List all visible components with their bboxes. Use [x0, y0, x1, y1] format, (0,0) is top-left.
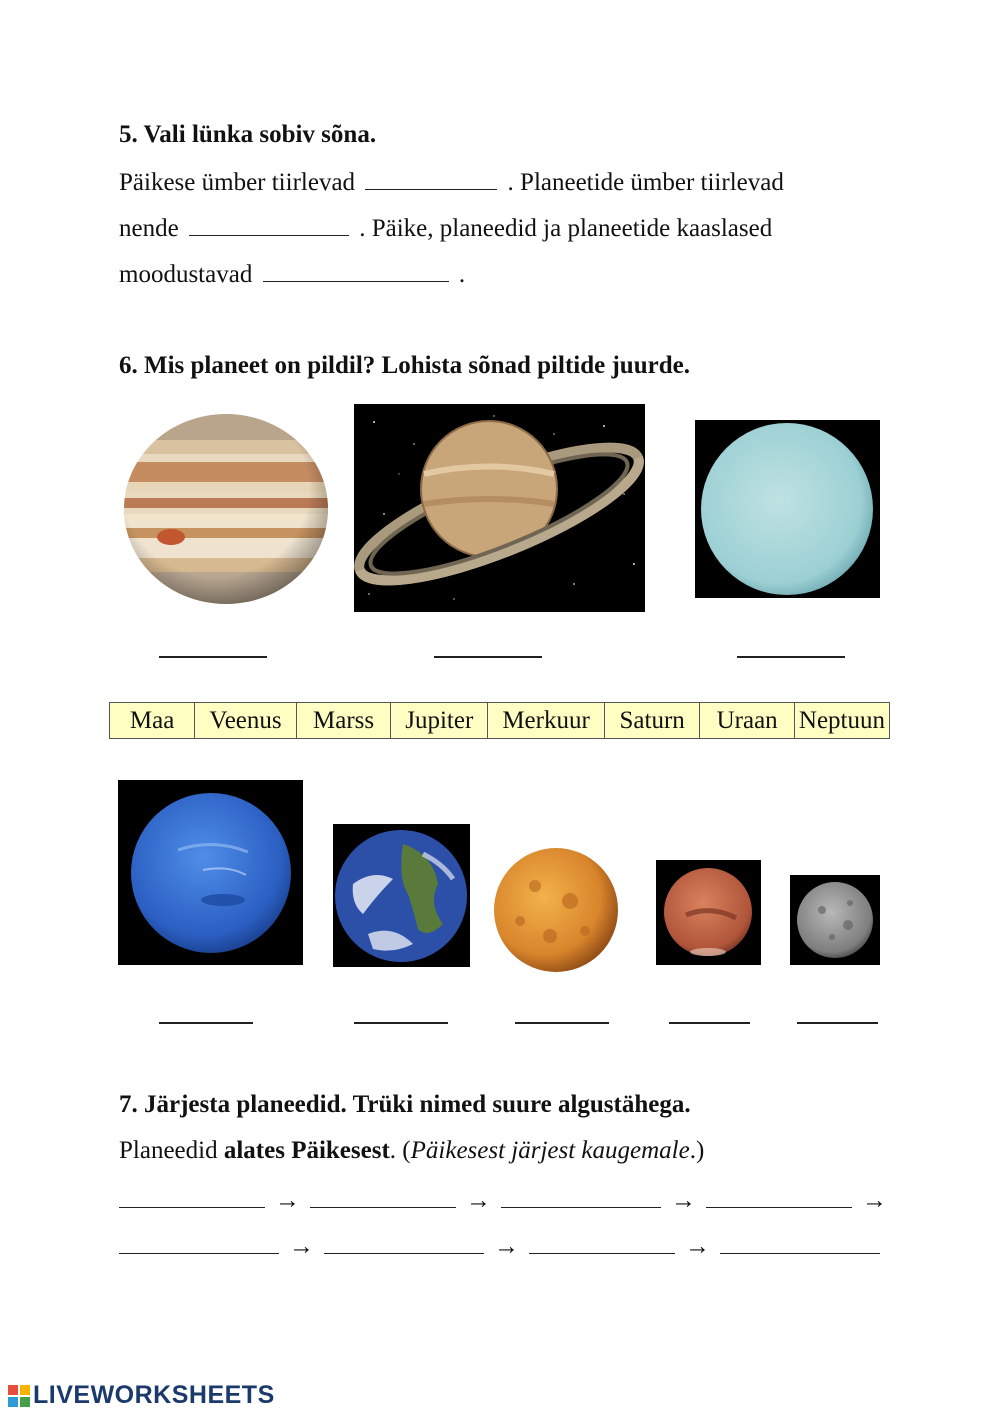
answer-line-jupiter[interactable] — [159, 656, 267, 658]
q5-blank-2[interactable] — [189, 213, 349, 236]
earth-image — [333, 824, 470, 967]
word-bank-item[interactable]: Maa — [110, 703, 195, 739]
q5-text: Päikese ümber tiirlevad — [119, 169, 356, 196]
q7-intro-bold: alates Päikesest — [223, 1137, 390, 1164]
arrow-icon: → — [862, 1187, 887, 1214]
venus-icon — [490, 846, 622, 974]
arrow-icon: → — [466, 1187, 491, 1214]
q7-intro — [119, 1137, 704, 1165]
answer-line-mercury[interactable] — [797, 1022, 878, 1024]
q5-text: . Planeetide ümber tiirlevad — [507, 169, 784, 196]
saturn-icon — [354, 404, 645, 612]
q7-order-row-1 — [119, 1185, 893, 1215]
word-bank-item[interactable]: Merkuur — [488, 703, 605, 739]
q5-line-3 — [119, 259, 465, 289]
q5-title: 5. Vali lünka sobiv sõna. — [119, 121, 377, 148]
earth-icon — [333, 824, 470, 967]
word-bank-item[interactable]: Marss — [296, 703, 390, 739]
q5-line-2 — [119, 213, 772, 243]
word-bank-item[interactable]: Uraan — [700, 703, 795, 739]
answer-line-venus[interactable] — [515, 1022, 609, 1024]
mercury-image — [790, 875, 880, 965]
order-blank-3[interactable] — [501, 1185, 661, 1208]
answer-line-mars[interactable] — [669, 1022, 750, 1024]
arrow-icon: → — [494, 1233, 519, 1260]
q7-intro-text: . ( — [389, 1137, 411, 1164]
order-blank-6[interactable] — [324, 1231, 484, 1254]
uranus-icon — [695, 420, 880, 598]
q7-order-row-2 — [119, 1231, 884, 1261]
q7-intro-italic: Päikesest järjest kaugemale — [410, 1137, 690, 1164]
logo-icon — [8, 1385, 30, 1407]
jupiter-image — [121, 410, 331, 608]
uranus-image — [695, 420, 880, 598]
q7-intro-text: .) — [689, 1137, 705, 1164]
answer-line-saturn[interactable] — [434, 656, 542, 658]
word-bank — [109, 702, 890, 739]
logo-text: LIVEWORKSHEETS — [33, 1381, 275, 1409]
liveworksheets-logo — [8, 1381, 275, 1410]
q6-title: 6. Mis planeet on pildil? Lohista sõnad piltide juurde. — [119, 352, 690, 379]
mercury-icon — [790, 875, 880, 965]
arrow-icon: → — [671, 1187, 696, 1214]
order-blank-5[interactable] — [119, 1231, 279, 1254]
order-blank-4[interactable] — [706, 1185, 852, 1208]
q7-intro-text: Planeedid — [119, 1137, 224, 1164]
order-blank-1[interactable] — [119, 1185, 265, 1208]
answer-line-earth[interactable] — [354, 1022, 448, 1024]
saturn-image — [354, 404, 645, 612]
answer-line-neptune[interactable] — [159, 1022, 253, 1024]
venus-image — [490, 846, 622, 974]
q5-text: moodustavad — [119, 261, 253, 288]
order-blank-7[interactable] — [529, 1231, 675, 1254]
neptune-image — [118, 780, 303, 965]
word-bank-item[interactable]: Saturn — [604, 703, 699, 739]
mars-image — [656, 860, 761, 965]
order-blank-8[interactable] — [720, 1231, 880, 1254]
q5-text: nende — [119, 215, 179, 242]
q5-text: . — [458, 261, 466, 288]
q5-blank-1[interactable] — [365, 167, 497, 190]
q5-text: . Päike, planeedid ja planeetide kaaslased — [359, 215, 773, 242]
arrow-icon: → — [275, 1187, 300, 1214]
jupiter-icon — [121, 410, 331, 608]
arrow-icon: → — [289, 1233, 314, 1260]
q5-line-1 — [119, 167, 784, 197]
answer-line-uranus[interactable] — [737, 656, 845, 658]
order-blank-2[interactable] — [310, 1185, 456, 1208]
q5-blank-3[interactable] — [263, 259, 449, 282]
word-bank-item[interactable]: Neptuun — [794, 703, 889, 739]
word-bank-item[interactable]: Veenus — [195, 703, 297, 739]
arrow-icon: → — [685, 1233, 710, 1260]
neptune-icon — [118, 780, 303, 965]
mars-icon — [656, 860, 761, 965]
q7-title: 7. Järjesta planeedid. Trüki nimed suure algustähega. — [119, 1091, 691, 1118]
word-bank-item[interactable]: Jupiter — [391, 703, 488, 739]
